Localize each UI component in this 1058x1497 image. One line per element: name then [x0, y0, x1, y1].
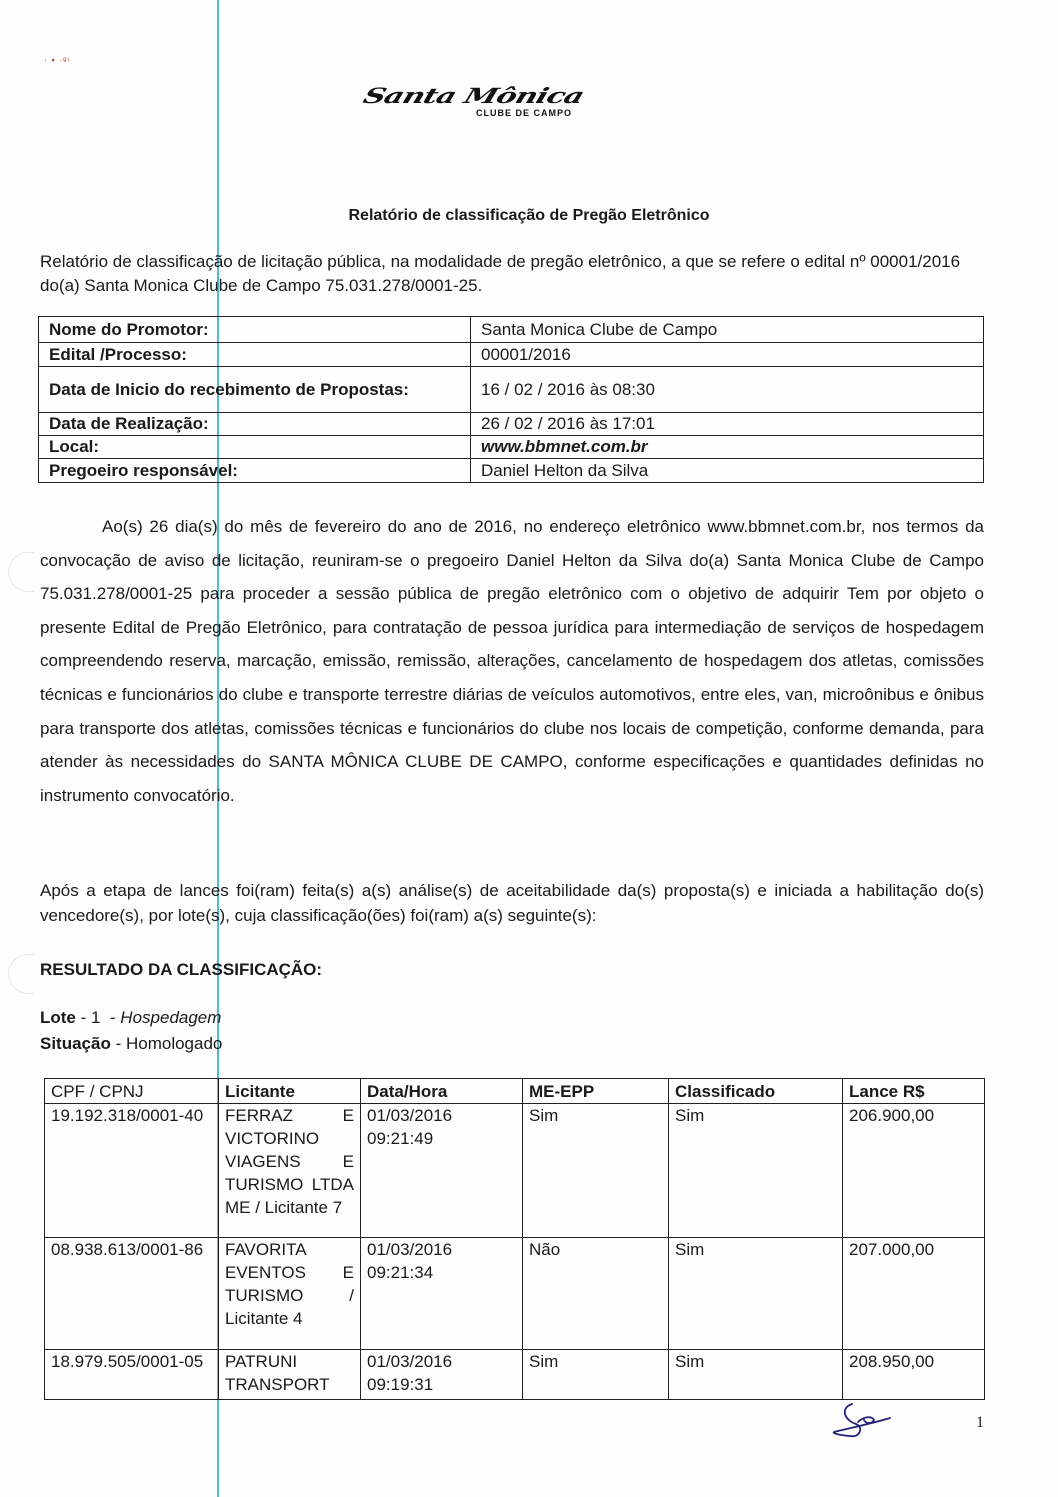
cell-licitante: FAVORITA EVENTOS E TURISMO / Licitante 4	[219, 1238, 361, 1350]
lote-info	[40, 1005, 222, 1057]
punch-hole-mark	[8, 552, 34, 592]
table-row	[45, 1104, 985, 1238]
cell-time: 09:19:31	[367, 1375, 434, 1394]
cell-date: 01/03/2016	[367, 1240, 453, 1259]
punch-hole-mark	[8, 954, 34, 994]
info-label: Nome do Promotor:	[39, 317, 471, 343]
info-value: 00001/2016	[471, 343, 984, 367]
table-row	[45, 1350, 985, 1400]
session-paragraph-text: Ao(s) 26 dia(s) do mês de fevereiro do ano de 2016, no endereço eletrônico www.bbmnet.com.br, nos termos da convocação de aviso de licitação, reuniram-se o pregoeiro Daniel Helton da Silva do(a) Santa Monica Clube de Campo 75.031.278/0001-25 para proceder a sessão pública de pregão eletrônico com o objetivo de adquirir Tem por objeto o presente Edital de Pregão Eletrônico, para contratação de pessoa jurídica para intermediação de serviços de hospedagem compreendendo reserva, marcação, emissão, remissão, alterações, cancelamento de hospedagem dos atletas, comissões técnicas e funcionários do clube e transporte terrestre diárias de veículos automotivos, entre eles, van, microônibus e ônibus para transporte dos atletas, comissões técnicas e funcionários do clube nos locais de competição, conforme demanda, para atender às necessidades do SANTA MÔNICA CLUBE DE CAMPO, conforme especificações e quantidades definidas no instrumento convocatório.	[40, 517, 984, 805]
info-value: 16 / 02 / 2016 às 08:30	[471, 367, 984, 413]
info-row	[39, 367, 984, 413]
logo-script-text: Santa Mônica	[360, 84, 587, 109]
cell-licitante: FERRAZ E VICTORINO VIAGENS E TURISMO LTDA ME / Licitante 7	[219, 1104, 361, 1238]
cell-datahora	[361, 1350, 523, 1400]
info-row	[39, 343, 984, 367]
results-header-row	[45, 1079, 985, 1104]
cell-classificado: Sim	[669, 1238, 843, 1350]
handwritten-signature	[830, 1402, 900, 1442]
after-bids-paragraph: Após a etapa de lances foi(ram) feita(s) a(s) análise(s) de aceitabilidade da(s) proposta(s) e iniciada a habilitação do(s) vencedore(s), por lote(s), cuja classificação(ões) foi(ram) a(s) seguinte(s):	[40, 881, 984, 925]
cell-time: 09:21:49	[367, 1129, 434, 1148]
info-value: 26 / 02 / 2016 às 17:01	[471, 413, 984, 436]
col-header-datahora: Data/Hora	[361, 1079, 523, 1104]
results-heading: RESULTADO DA CLASSIFICAÇÃO:	[40, 960, 323, 979]
info-value: Santa Monica Clube de Campo	[471, 317, 984, 343]
cell-me-epp: Sim	[523, 1104, 669, 1238]
intro-paragraph: Relatório de classificação de licitação pública, na modalidade de pregão eletrônico, a que se refere o edital nº 00001/2016 do(a) Santa Monica Clube de Campo 75.031.278/0001-25.	[40, 252, 961, 295]
cell-lance: 208.950,00	[843, 1350, 985, 1400]
cell-cpf: 08.938.613/0001-86	[45, 1238, 219, 1350]
col-header-licitante: Licitante	[219, 1079, 361, 1104]
info-value-link: www.bbmnet.com.br	[471, 436, 984, 459]
info-row	[39, 413, 984, 436]
logo-subtitle: CLUBE DE CAMPO	[476, 108, 573, 118]
info-label: Local:	[39, 436, 471, 459]
col-header-me-epp: ME-EPP	[523, 1079, 669, 1104]
table-row	[45, 1238, 985, 1350]
cell-classificado: Sim	[669, 1104, 843, 1238]
cell-classificado: Sim	[669, 1350, 843, 1400]
lote-line	[40, 1005, 222, 1031]
scan-speck: · ▪ ·ᵍᶦ	[44, 55, 70, 65]
cell-me-epp: Não	[523, 1238, 669, 1350]
cell-lance: 207.000,00	[843, 1238, 985, 1350]
page-number: 1	[976, 1414, 984, 1431]
situacao-label: Situação	[40, 1034, 111, 1053]
cell-licitante: PATRUNI TRANSPORT	[219, 1350, 361, 1400]
cell-date: 01/03/2016	[367, 1106, 453, 1125]
session-paragraph	[40, 510, 984, 812]
cell-date: 01/03/2016	[367, 1352, 453, 1371]
col-header-lance: Lance R$	[843, 1079, 985, 1104]
lote-number: - 1 -	[75, 1008, 121, 1027]
club-logo	[360, 84, 668, 120]
col-header-cpf: CPF / CPNJ	[45, 1079, 219, 1104]
info-row	[39, 317, 984, 343]
info-row	[39, 459, 984, 483]
cell-cpf: 19.192.318/0001-40	[45, 1104, 219, 1238]
info-label: Edital /Processo:	[39, 343, 471, 367]
lote-name: Hospedagem	[120, 1008, 222, 1027]
document-title: Relatório de classificação de Pregão Eletrônico	[348, 207, 710, 224]
results-table	[44, 1078, 985, 1400]
info-value: Daniel Helton da Silva	[471, 459, 984, 483]
info-label: Pregoeiro responsável:	[39, 459, 471, 483]
lote-label: Lote	[40, 1008, 76, 1027]
cell-me-epp: Sim	[523, 1350, 669, 1400]
info-label: Data de Realização:	[39, 413, 471, 436]
cell-lance: 206.900,00	[843, 1104, 985, 1238]
col-header-classificado: Classificado	[669, 1079, 843, 1104]
situacao-value: Homologado	[125, 1034, 223, 1053]
cell-time: 09:21:34	[367, 1263, 434, 1282]
info-row	[39, 436, 984, 459]
cell-datahora	[361, 1104, 523, 1238]
situacao-line	[40, 1031, 222, 1057]
cell-datahora	[361, 1238, 523, 1350]
info-label: Data de Inicio do recebimento de Propostas:	[39, 367, 471, 413]
situacao-separator: -	[110, 1034, 126, 1053]
info-table	[38, 316, 984, 483]
cell-cpf: 18.979.505/0001-05	[45, 1350, 219, 1400]
